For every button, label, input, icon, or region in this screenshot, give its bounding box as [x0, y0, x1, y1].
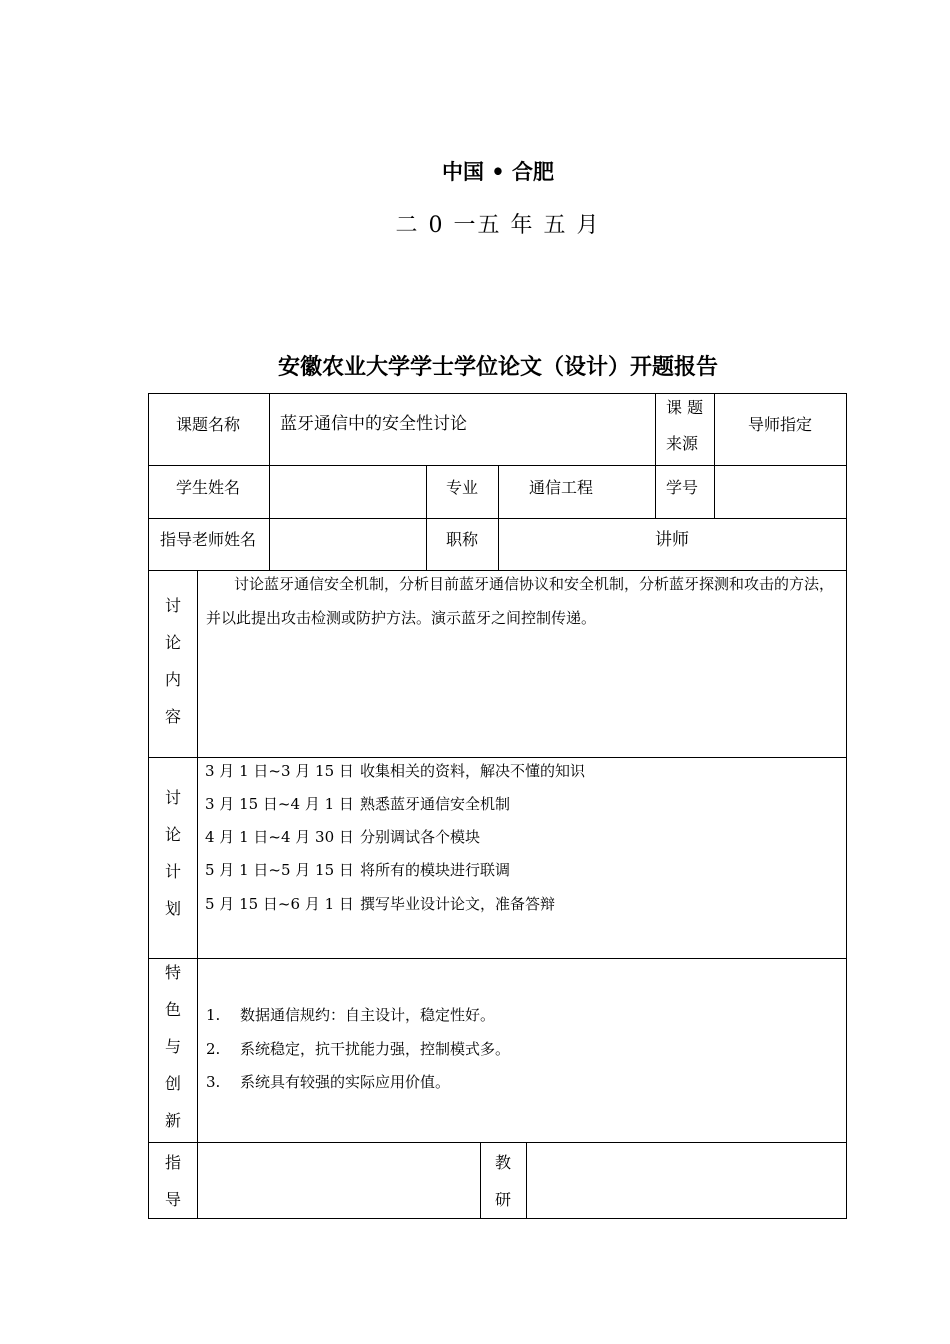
content-text: 讨论蓝牙通信安全机制，分析目前蓝牙通信协议和安全机制，分析蓝牙探测和攻击的方法，并以此提出攻击检测或防护方法。演示蓝牙之间控制传递。	[206, 575, 835, 627]
feature-text: 系统具有较强的实际应用价值。	[240, 1073, 451, 1091]
content-label: 讨 论 内 容	[164, 596, 181, 726]
plan-task: 分别调试各个模块	[360, 828, 481, 846]
plan-row	[205, 760, 585, 781]
job-title-value: 讲师	[655, 530, 689, 550]
feature-item	[206, 1038, 510, 1059]
major-label: 专业	[446, 478, 479, 497]
plan-task: 将所有的模块进行联调	[360, 861, 511, 879]
topic-value: 蓝牙通信中的安全性讨论	[280, 414, 467, 434]
plan-task: 收集相关的资料，解决不懂的知识	[360, 762, 586, 780]
guide-label: 指 导	[164, 1153, 181, 1209]
topic-label: 课题名称	[176, 415, 241, 434]
plan-row	[205, 826, 480, 847]
source-label-line2: 来源	[666, 434, 699, 453]
feature-number: 2.	[206, 1040, 221, 1058]
plan-period: 3 月 1 日~3 月 15 日	[205, 762, 354, 780]
plan-period: 3 月 15 日~4 月 1 日	[205, 795, 354, 813]
advisor-label: 指导老师姓名	[160, 530, 257, 549]
plan-period: 5 月 15 日~6 月 1 日	[205, 895, 354, 913]
date-heading: 二 0 一五 年 五 月	[395, 213, 601, 238]
plan-row	[205, 893, 555, 914]
job-title-label: 职称	[446, 530, 479, 549]
plan-label: 讨 论 计 划	[164, 788, 181, 918]
research-label: 教 研	[494, 1153, 511, 1209]
student-id-label: 学号	[666, 478, 699, 497]
feature-number: 3.	[206, 1073, 221, 1091]
student-name-label: 学生姓名	[176, 478, 241, 497]
plan-row	[205, 793, 510, 814]
source-value: 导师指定	[748, 415, 813, 434]
location-heading: 中国 • 合肥	[441, 159, 555, 184]
report-title: 安徽农业大学学士学位论文（设计）开题报告	[277, 354, 718, 380]
major-value: 通信工程	[529, 478, 594, 497]
plan-task: 熟悉蓝牙通信安全机制	[360, 795, 511, 813]
feature-text: 系统稳定，抗干扰能力强，控制模式多。	[240, 1040, 511, 1058]
feature-number: 1.	[206, 1006, 221, 1024]
features-label: 特 色 与 创 新	[164, 963, 181, 1130]
source-label-line1: 课 题	[666, 398, 704, 417]
plan-task: 撰写毕业设计论文，准备答辩	[360, 895, 556, 913]
plan-period: 4 月 1 日~4 月 30 日	[205, 828, 354, 846]
feature-item	[206, 1071, 450, 1092]
plan-row	[205, 859, 510, 880]
plan-period: 5 月 1 日~5 月 15 日	[205, 861, 354, 879]
feature-text: 数据通信规约：自主设计，稳定性好。	[240, 1006, 496, 1024]
feature-item	[206, 1004, 495, 1025]
